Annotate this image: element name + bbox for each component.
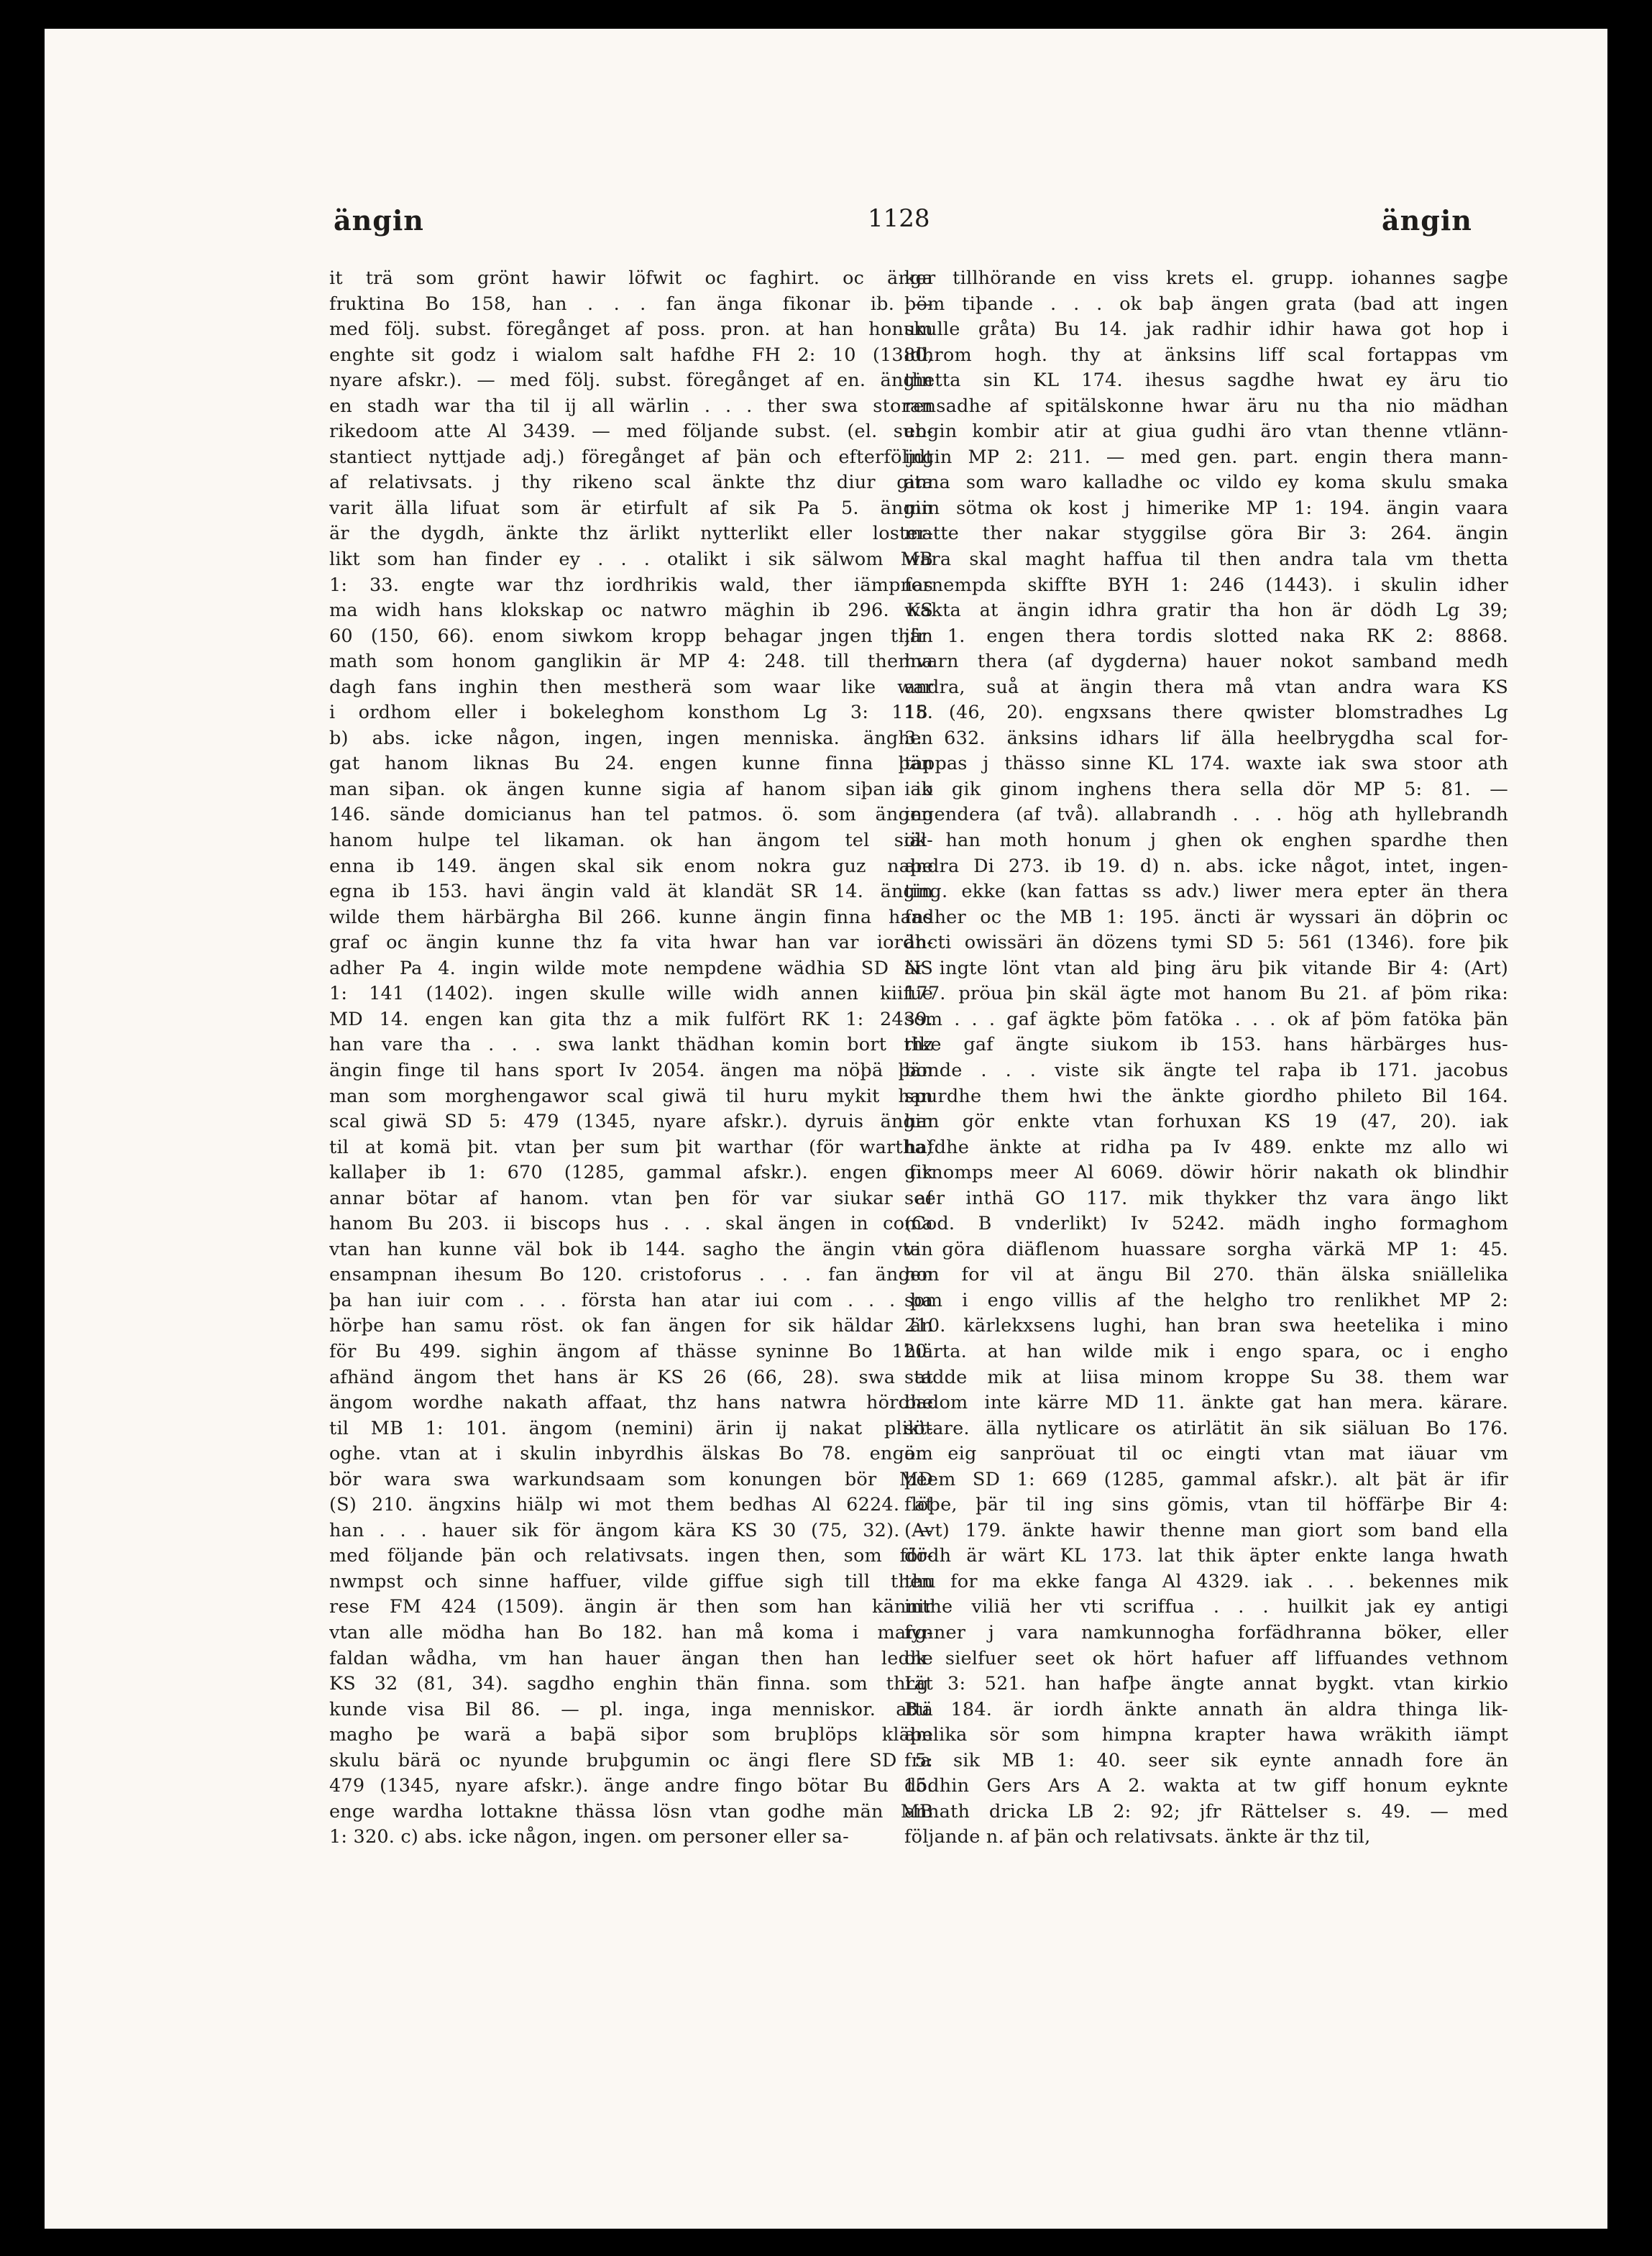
text-line: skulle gråta) Bu 14. jak radhir idhir hawa got hop i	[904, 318, 1508, 341]
page-number: 1128	[868, 204, 930, 233]
text-line: þöm tiþande . . . ok baþ ängen grata (bad att ingen	[904, 293, 1508, 315]
text-line: rike gaf ängte siukom ib 153. hans härbärges hus-	[904, 1034, 1508, 1056]
text-line: spurdhe them hwi the änkte giordho phileto Bil 164.	[904, 1085, 1508, 1107]
text-line: inthe viliä her vti scriffua . . . huilkit jak ey antigi	[904, 1596, 1508, 1618]
text-line: 210. kärlekxsens lughi, han bran swa heetelika i mino	[904, 1315, 1508, 1337]
text-line: 3: 632. änksins idhars lif älla heelbrygdha scal for-	[904, 727, 1508, 749]
text-line: enge wardha lottakne thässa lösn vtan godhe män MB	[329, 1800, 933, 1822]
text-line: jfr 1. engen thera tordis slotted naka RK 2: 8868.	[904, 625, 1508, 647]
text-line: matte ther nakar styggilse göra Bir 3: 264. ängin	[904, 523, 1508, 545]
running-head-left: ängin	[334, 204, 424, 237]
text-line: bör wara swa warkundsaam som konungen bör MD	[329, 1468, 933, 1490]
text-line: it trä som grönt hawir löfwit oc faghirt. oc änga	[329, 267, 933, 289]
text-line: likt som han finder ey . . . otalikt i sik sälwom MB	[329, 549, 933, 571]
text-line: han . . . hauer sik för ängom kära KS 30 (75, 32). —	[329, 1519, 933, 1541]
text-line: ingendera (af två). allabrandh . . . hög ath hyllebrandh	[904, 804, 1508, 826]
text-line: anna som waro kalladhe oc vildo ey koma skulu smaka	[904, 472, 1508, 494]
text-line: andra, suå at ängin thera må vtan andra wara KS	[904, 676, 1508, 698]
text-line: hiärta. at han wilde mik i engo spara, oc i engho	[904, 1340, 1508, 1362]
text-line: ensampnan ihesum Bo 120. cristoforus . . . fan ängen	[329, 1264, 933, 1286]
dictionary-page	[45, 29, 1607, 2229]
text-line: egna ib 153. havi ängin vald ät klandät SR 14. ängin	[329, 881, 933, 903]
text-line: stadde mik at liisa minom kroppe Su 38. them war	[904, 1366, 1508, 1388]
text-line: fornempda skiffte BYH 1: 246 (1443). i skulin idher	[904, 574, 1508, 596]
text-line: 1: 141 (1402). ingen skulle wille widh annen kiifue	[329, 983, 933, 1005]
text-line: nwmpst och sinne haffuer, vilde giffue sigh till then	[329, 1570, 933, 1592]
text-line: til at komä þit. vtan þer sum þit warthar (för wartha)	[329, 1136, 933, 1158]
text-line: ingin MP 2: 211. — med gen. part. engin thera mann-	[904, 446, 1508, 468]
text-line: engin kombir atir at giua gudhi äro vtan thenne vtlänn-	[904, 421, 1508, 443]
text-line: magho þe warä a baþä siþor som bruþlöps kläþe	[329, 1724, 933, 1746]
text-line: hanom hulpe tel likaman. ok han ängom tel siäl-	[329, 830, 933, 852]
text-line: til MB 1: 101. ängom (nemini) ärin ij nakat plikt-	[329, 1417, 933, 1439]
text-line: hon for vil at ängu Bil 270. thän älska sniällelika	[904, 1264, 1508, 1286]
text-line: fynner j vara namkunnogha forfädhranna böker, eller	[904, 1621, 1508, 1643]
text-line: stantiect nyttjade adj.) föregånget af þän och efterföljdt	[329, 446, 933, 468]
text-line: vtan alle mödha han Bo 182. han må koma i marg-	[329, 1621, 933, 1643]
text-line: þeem SD 1: 669 (1285, gammal afskr.). alt þät är ifir	[904, 1468, 1508, 1490]
text-line: 1: 320. c) abs. icke någon, ingen. om personer eller sa-	[329, 1826, 849, 1848]
text-line: fadher oc the MB 1: 195. äncti är wyssari än döþrin oc	[904, 906, 1508, 928]
text-line: 18 (46, 20). engxsans there qwister blomstradhes Lg	[904, 702, 1508, 724]
text-line: wara skal maght haffua til then andra tala vm thetta	[904, 549, 1508, 571]
text-line: af relativsats. j thy rikeno scal änkte thz diur gita	[329, 472, 933, 494]
text-line: fruktina Bo 158, han . . . fan änga fikonar ib. —	[329, 293, 933, 315]
text-line: iak gik ginom inghens thera sella dör MP 5: 81. —	[904, 778, 1508, 800]
text-line: seer inthä GO 117. mik thykker thz vara ängo likt	[904, 1187, 1508, 1209]
text-line: 177. pröua þin skäl ägte mot hanom Bu 21. af þöm rika:	[904, 983, 1508, 1005]
text-line: scal giwä SD 5: 479 (1345, nyare afskr.). dyruis ängin	[329, 1111, 933, 1133]
text-line: hanom Bu 203. ii biscops hus . . . skal ängen in coma	[329, 1213, 933, 1235]
text-line: rikedoom atte Al 3439. — med följande subst. (el. sub-	[329, 421, 933, 443]
right-column	[904, 266, 1508, 1851]
text-line: dödh är wärt KL 173. lat thik äpter enkte langa hwath	[904, 1545, 1508, 1567]
text-line: ängin finge til hans sport Iv 2054. ängen ma nöþä þän	[329, 1059, 933, 1081]
text-line: i ordhom eller i bokeleghom konsthom Lg 3: 115.	[329, 702, 933, 724]
text-line: kunde visa Bil 86. — pl. inga, inga menniskor. attä	[329, 1698, 933, 1720]
text-line: som i engo villis af the helgho tro renlikhet MP 2:	[904, 1289, 1508, 1311]
text-line: följande n. af þän och relativsats. änkte är thz til,	[904, 1826, 1371, 1848]
text-line: wilde them härbärgha Bil 266. kunne ängin finna hans	[329, 906, 933, 928]
text-line: gat hanom liknas Bu 24. engen kunne finna þän	[329, 753, 933, 775]
text-line: ma widh hans klokskap oc natwro mäghin ib 296. KS	[329, 600, 933, 622]
text-line: badom inte kärre MD 11. änkte gat han mera. kärare.	[904, 1392, 1508, 1414]
text-line: skulu bärä oc nyunde bruþgumin oc ängi flere SD 5:	[329, 1749, 933, 1771]
text-line: amlika sör som himpna krapter hawa wräkith iämpt	[904, 1724, 1508, 1746]
text-line: 1: 33. engte war thz iordhrikis wald, ther iämpnas	[329, 574, 933, 596]
text-line: adher Pa 4. ingin wilde mote nempdene wädhia SD NS	[329, 957, 933, 979]
text-line: enghte sit godz i wialom salt hafdhe FH 2: 10 (1380,	[329, 344, 933, 366]
text-line: idhrom hogh. thy at änksins liff scal fortappas vm	[904, 344, 1508, 366]
text-line: han gör enkte vtan forhuxan KS 19 (47, 20). iak	[904, 1111, 1508, 1133]
text-line: Lg 3: 521. han hafþe ängte annat bygkt. vtan kirkio	[904, 1673, 1508, 1695]
text-line: faldan wådha, vm han hauer ängan then han ledhe	[329, 1647, 933, 1669]
text-line: fra sik MB 1: 40. seer sik eynte annadh fore än	[904, 1749, 1508, 1771]
text-line: (Avt) 179. änkte hawir thenne man giort som band ella	[904, 1519, 1508, 1541]
text-line: en stadh war tha til ij all wärlin . . . ther swa storan	[329, 395, 933, 417]
text-line: med följ. subst. föregånget af poss. pron. at han honum	[329, 318, 933, 341]
text-line: ker tillhörande en viss krets el. grupp. iohannes sagþe	[904, 267, 1508, 289]
text-line: (S) 210. ängxins hiälp wi mot them bedhas Al 6224. at	[329, 1494, 933, 1516]
text-line: som . . . gaf ägkte þöm fatöka . . . ok af þöm fatöka þän	[904, 1008, 1508, 1030]
text-line: ok han moth honum j ghen ok enghen spardhe then	[904, 830, 1508, 852]
text-line: varit älla lifuat som är etirfult af sik Pa 5. ängin	[329, 497, 933, 519]
text-line: annath dricka LB 2: 92; jfr Rättelser s. 49. — med	[904, 1800, 1508, 1822]
text-line: äncti owissäri än dözens tymi SD 5: 561 (1346). fore þik	[904, 932, 1508, 954]
text-line: vi göra diäflenom huassare sorgha värkä MP 1: 45.	[904, 1238, 1508, 1260]
text-line: rese FM 424 (1509). ängin är then som han kännir	[329, 1596, 933, 1618]
text-line: är ingte lönt vtan ald þing äru þik vitande Bir 4: (Art)	[904, 957, 1508, 979]
text-line: 479 (1345, nyare afskr.). änge andre fingo bötar Bu 15.	[329, 1775, 933, 1797]
text-line: math som honom ganglikin är MP 4: 248. till thenna	[329, 651, 933, 673]
text-line: oghe. vtan at i skulin inbyrdhis älskas Bo 78. engom	[329, 1443, 933, 1465]
text-line: sötare. älla nytlicare os atirlätit än sik siäluan Bo 176.	[904, 1417, 1508, 1439]
text-line: med följande þän och relativsats. ingen then, som för-	[329, 1545, 933, 1567]
text-line: han vare tha . . . swa lankt thädhan komin bort thz	[329, 1034, 933, 1056]
text-line: rensadhe af spitälskonne hwar äru nu tha nio mädhan	[904, 395, 1508, 417]
text-line: kallaþer ib 1: 670 (1285, gammal afskr.). engen fik	[329, 1162, 933, 1184]
text-line: vtan han kunne väl bok ib 144. sagho the ängin vtan	[329, 1238, 933, 1260]
running-head-right: ängin	[1382, 204, 1472, 237]
text-line: ting. ekke (kan fattas ss adv.) liwer mera epter än thera	[904, 881, 1508, 903]
text-line: KS 32 (81, 34). sagdho enghin thän finna. som thrät	[329, 1673, 933, 1695]
text-line: graf oc ängin kunne thz fa vita hwar han var iordh-	[329, 932, 933, 954]
text-line: thu for ma ekke fanga Al 4329. iak . . . bekennes mik	[904, 1570, 1508, 1592]
text-line: ok sielfuer seet ok hört hafuer aff liffuandes vethnom	[904, 1647, 1508, 1669]
text-line: flöþe, þär til ing sins gömis, vtan til höffärþe Bir 4:	[904, 1494, 1508, 1516]
text-line: dödhin Gers Ars A 2. wakta at tw giff honum eyknte	[904, 1775, 1508, 1797]
text-line: man siþan. ok ängen kunne sigia af hanom siþan ib	[329, 778, 933, 800]
text-line: ängom wordhe nakath affaat, thz hans natwra hördhe	[329, 1392, 933, 1414]
text-line: 146. sände domicianus han tel patmos. ö. som ängen	[329, 804, 933, 826]
text-line: girnomps meer Al 6069. döwir hörir nakath ok blindhir	[904, 1162, 1508, 1184]
text-line: afhänd ängom thet hans är KS 26 (66, 28). swa at	[329, 1366, 933, 1388]
text-line: hvarn thera (af dygderna) hauer nokot samband medh	[904, 651, 1508, 673]
text-line: hörþe han samu röst. ok fan ängen for sik häldar än	[329, 1315, 933, 1337]
text-line: andra Di 273. ib 19. d) n. abs. icke något, intet, ingen-	[904, 855, 1508, 877]
text-line: bonde . . . viste sik ängte tel raþa ib 171. jacobus	[904, 1059, 1508, 1081]
text-line: b) abs. icke någon, ingen, ingen menniska. änghen	[329, 727, 933, 749]
text-line: för Bu 499. sighin ängom af thässe syninne Bo 120.	[329, 1340, 933, 1362]
text-line: (Cod. B vnderlikt) Iv 5242. mädh ingho formaghom	[904, 1213, 1508, 1235]
text-line: Bu 184. är iordh änkte annath än aldra thinga lik-	[904, 1698, 1508, 1720]
text-line: thetta sin KL 174. ihesus sagdhe hwat ey äru tio	[904, 370, 1508, 392]
left-column	[329, 266, 933, 1851]
text-line: tappas j thässo sinne KL 174. waxte iak swa stoor ath	[904, 753, 1508, 775]
text-line: 60 (150, 66). enom siwkom kropp behagar jngen thän	[329, 625, 933, 647]
text-line: MD 14. engen kan gita thz a mik fulfört RK 1: 2439.	[329, 1008, 933, 1030]
text-line: annar bötar af hanom. vtan þen för var siukar af	[329, 1187, 933, 1209]
text-line: min sötma ok kost j himerike MP 1: 194. ängin vaara	[904, 497, 1508, 519]
text-line: þa han iuir com . . . första han atar iui com . . . þa	[329, 1289, 933, 1311]
text-line: enna ib 149. ängen skal sik enom nokra guz naþe	[329, 855, 933, 877]
text-line: man som morghengawor scal giwä til huru mykit han	[329, 1085, 933, 1107]
text-line: är eig sanpröuat til oc eingti vtan mat iäuar vm	[904, 1443, 1508, 1465]
text-line: dagh fans inghin then mestherä som waar like war	[329, 676, 933, 698]
text-line: wakta at ängin idhra gratir tha hon är dödh Lg 39;	[904, 600, 1508, 622]
text-line: hafdhe änkte at ridha pa Iv 489. enkte mz allo wi	[904, 1136, 1508, 1158]
text-line: är the dygdh, änkte thz ärlikt nytterlikt eller loster-	[329, 523, 933, 545]
text-line: nyare afskr.). — med följ. subst. föregånget af en. ängin	[329, 370, 933, 392]
